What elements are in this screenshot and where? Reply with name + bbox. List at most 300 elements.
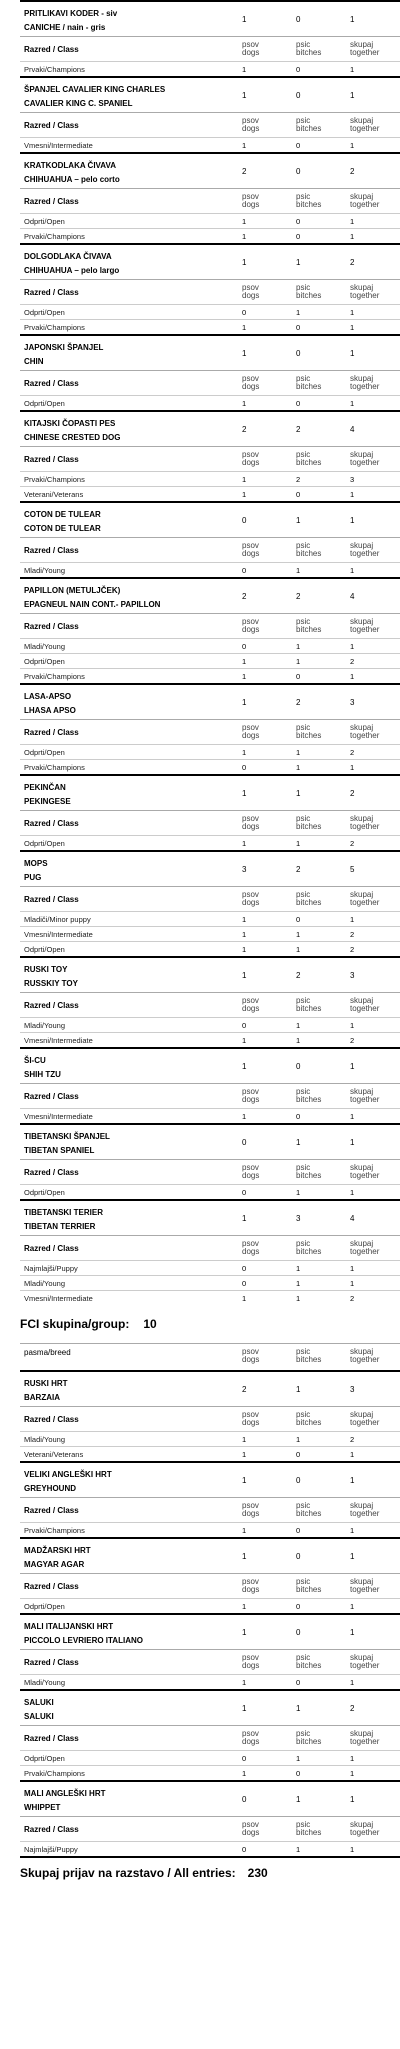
- breed-name-local: SALUKI: [24, 1698, 54, 1707]
- breed-name-english: PICCOLO LEVRIERO ITALIANO: [24, 1636, 143, 1645]
- breed-name: [24, 1787, 105, 1815]
- class-header-row: [20, 1497, 400, 1522]
- class-label: Veterani/Veterans: [24, 1450, 84, 1459]
- column-header-together: [350, 891, 379, 907]
- column-header-line1: skupaj: [350, 1239, 374, 1248]
- breed-name: [24, 1206, 103, 1234]
- class-label: Odprti/Open: [24, 1754, 65, 1763]
- breed-name: [24, 857, 48, 885]
- class-count-bitches: 1: [296, 1845, 301, 1854]
- breed-name-local: PRITLIKAVI KODER - siv: [24, 9, 118, 18]
- breed-name: [24, 417, 120, 445]
- class-row: [20, 61, 400, 76]
- column-header-line2: dogs: [242, 124, 260, 133]
- class-count-dogs: 0: [242, 1279, 247, 1288]
- breed-row: [20, 1539, 400, 1573]
- column-header-line2: dogs: [242, 382, 260, 391]
- column-header-line2: bitches: [296, 1828, 322, 1837]
- breed-name: [24, 781, 71, 809]
- breed-name-english: CAVALIER KING C. SPANIEL: [24, 99, 133, 108]
- breed-name: [24, 159, 120, 187]
- column-header-line1: skupaj: [350, 617, 374, 626]
- column-header-line2: together: [350, 822, 380, 831]
- column-header-line1: psov: [242, 1653, 259, 1662]
- column-header-line1: skupaj: [350, 40, 374, 49]
- column-header-line2: together: [350, 291, 380, 300]
- class-count-bitches: 1: [296, 1036, 301, 1045]
- breed-name: [24, 1130, 110, 1158]
- column-header-line2: bitches: [296, 382, 322, 391]
- class-count-together: 1: [350, 642, 355, 651]
- class-label: Mladi/Young: [24, 1678, 66, 1687]
- breed-total-bitches: 2: [296, 698, 301, 707]
- column-header-line1: skupaj: [350, 723, 374, 732]
- column-header-together: [350, 117, 379, 133]
- column-header-line2: bitches: [296, 822, 322, 831]
- breed-total-bitches: 0: [296, 1628, 301, 1637]
- column-header-line1: psic: [296, 890, 311, 899]
- column-header-line2: together: [350, 898, 380, 907]
- column-header-bitches: [296, 375, 321, 391]
- class-count-bitches: 0: [296, 672, 301, 681]
- breed-total-bitches: 2: [296, 971, 301, 980]
- class-header-row: [20, 719, 400, 744]
- column-header-line2: dogs: [242, 625, 260, 634]
- breed-total-dogs: 1: [242, 1214, 247, 1223]
- breed-total-dogs: 3: [242, 865, 247, 874]
- column-header-dogs: [242, 451, 259, 467]
- class-header-row: [20, 1725, 400, 1750]
- column-header-bitches: [296, 41, 321, 57]
- breed-block: [20, 76, 400, 152]
- class-count-bitches: 1: [296, 1188, 301, 1197]
- class-count-dogs: 1: [242, 1036, 247, 1045]
- breed-row: [20, 776, 400, 810]
- breed-row: [20, 685, 400, 719]
- class-count-together: 1: [350, 1264, 355, 1273]
- column-header-together: [350, 284, 379, 300]
- column-header-line1: skupaj: [350, 814, 374, 823]
- class-count-together: 1: [350, 232, 355, 241]
- column-header-dogs: [242, 1164, 259, 1180]
- breed-block: [20, 1047, 400, 1123]
- breed-total-together: 1: [350, 1138, 355, 1147]
- class-label: Mladi/Young: [24, 1279, 66, 1288]
- column-header-line2: dogs: [242, 1418, 260, 1427]
- breed-block: [20, 1461, 400, 1537]
- column-header-line2: together: [350, 549, 380, 558]
- column-header-together: [350, 815, 379, 831]
- column-header-line1: psic: [296, 814, 311, 823]
- class-count-bitches: 0: [296, 1112, 301, 1121]
- class-row: [20, 911, 400, 926]
- class-row: [20, 1108, 400, 1123]
- breed-total-bitches: 0: [296, 349, 301, 358]
- column-header-line2: together: [350, 1828, 380, 1837]
- breed-block: [20, 0, 400, 76]
- breed-row: [20, 1049, 400, 1083]
- column-header-line2: dogs: [242, 822, 260, 831]
- breed-total-together: 1: [350, 1552, 355, 1561]
- breed-row: [20, 852, 400, 886]
- class-count-together: 2: [350, 657, 355, 666]
- column-header-together: [350, 1578, 379, 1594]
- breed-name-english: TIBETAN TERRIER: [24, 1222, 96, 1231]
- class-header-label: Razred / Class: [24, 1734, 79, 1743]
- breed-name-local: COTON DE TULEAR: [24, 510, 101, 519]
- breed-name-english: MAGYAR AGAR: [24, 1560, 85, 1569]
- class-row: [20, 941, 400, 956]
- column-header-line2: bitches: [296, 1418, 322, 1427]
- column-header-dogs: [242, 1088, 259, 1104]
- class-header-label: Razred / Class: [24, 728, 79, 737]
- breed-name: [24, 7, 117, 35]
- column-header-line1: psic: [296, 1239, 311, 1248]
- breed-total-bitches: 1: [296, 1385, 301, 1394]
- column-header-line1: skupaj: [350, 450, 374, 459]
- class-row: [20, 562, 400, 577]
- class-header-label: Razred / Class: [24, 1092, 79, 1101]
- column-header-together: [350, 1730, 379, 1746]
- breed-block: [20, 1537, 400, 1613]
- breed-total-bitches: 1: [296, 789, 301, 798]
- class-header-label: Razred / Class: [24, 546, 79, 555]
- column-header-dogs: [242, 1502, 259, 1518]
- breed-total-together: 1: [350, 516, 355, 525]
- column-header-line1: psov: [242, 40, 259, 49]
- column-header-dogs: [242, 1348, 259, 1364]
- column-header-bitches: [296, 117, 321, 133]
- column-header-line1: skupaj: [350, 1347, 374, 1356]
- column-header-bitches: [296, 1240, 321, 1256]
- breed-block: [20, 1689, 400, 1780]
- column-header-bitches: [296, 618, 321, 634]
- column-header-line2: dogs: [242, 898, 260, 907]
- class-header-label: Razred / Class: [24, 1168, 79, 1177]
- column-header-dogs: [242, 41, 259, 57]
- column-header-line1: psic: [296, 1653, 311, 1662]
- class-count-bitches: 0: [296, 323, 301, 332]
- class-count-together: 1: [350, 1602, 355, 1611]
- column-header-line1: skupaj: [350, 1501, 374, 1510]
- class-count-bitches: 0: [296, 1450, 301, 1459]
- class-header-label: Razred / Class: [24, 121, 79, 130]
- breed-name-english: CHIN: [24, 357, 44, 366]
- column-header-dogs: [242, 1821, 259, 1837]
- class-count-bitches: 1: [296, 930, 301, 939]
- class-header-label: Razred / Class: [24, 622, 79, 631]
- column-header-line1: psic: [296, 116, 311, 125]
- column-header-line2: together: [350, 124, 380, 133]
- class-header-label: Razred / Class: [24, 895, 79, 904]
- breed-row: [20, 1615, 400, 1649]
- class-row: [20, 319, 400, 334]
- class-header-label: Razred / Class: [24, 1582, 79, 1591]
- class-count-bitches: 1: [296, 1021, 301, 1030]
- class-row: [20, 759, 400, 774]
- class-label: Vmesni/Intermediate: [24, 1112, 93, 1121]
- column-header-line2: bitches: [296, 625, 322, 634]
- breed-total-together: 3: [350, 1385, 355, 1394]
- column-header-line1: psov: [242, 541, 259, 550]
- breed-name: [24, 690, 76, 718]
- column-header-together: [350, 1164, 379, 1180]
- column-header-line2: bitches: [296, 48, 322, 57]
- breed-block: [20, 1780, 400, 1856]
- class-count-together: 1: [350, 672, 355, 681]
- breed-total-dogs: 2: [242, 425, 247, 434]
- column-header-line1: psic: [296, 283, 311, 292]
- column-header-line1: psic: [296, 1577, 311, 1586]
- breed-total-bitches: 0: [296, 1062, 301, 1071]
- class-label: Odprti/Open: [24, 748, 65, 757]
- column-header-bitches: [296, 1088, 321, 1104]
- class-label: Vmesni/Intermediate: [24, 930, 93, 939]
- class-count-bitches: 1: [296, 1435, 301, 1444]
- column-header-line1: psic: [296, 374, 311, 383]
- breed-name: [24, 341, 103, 369]
- class-row: [20, 213, 400, 228]
- class-count-together: 1: [350, 1526, 355, 1535]
- breed-row: [20, 1201, 400, 1235]
- entries-document: [20, 0, 400, 1892]
- breed-total-bitches: 2: [296, 865, 301, 874]
- breed-name: [24, 963, 78, 991]
- class-row: [20, 471, 400, 486]
- class-count-bitches: 0: [296, 1769, 301, 1778]
- class-count-together: 1: [350, 1678, 355, 1687]
- breed-block: [20, 1199, 400, 1305]
- breed-block: [20, 774, 400, 850]
- class-count-together: 1: [350, 1450, 355, 1459]
- column-header-line2: dogs: [242, 1661, 260, 1670]
- column-header-together: [350, 1654, 379, 1670]
- column-header-line2: dogs: [242, 458, 260, 467]
- column-header-line1: skupaj: [350, 374, 374, 383]
- class-count-dogs: 1: [242, 232, 247, 241]
- all-entries-label: Skupaj prijav na razstavo / All entries:: [20, 1866, 236, 1880]
- breed-total-together: 3: [350, 698, 355, 707]
- breed-name: [24, 584, 160, 612]
- column-header-line2: together: [350, 1095, 380, 1104]
- class-count-bitches: 1: [296, 1279, 301, 1288]
- breed-row: [20, 1782, 400, 1816]
- class-count-dogs: 1: [242, 839, 247, 848]
- class-count-bitches: 0: [296, 1678, 301, 1687]
- column-header-bitches: [296, 193, 321, 209]
- class-row: [20, 1750, 400, 1765]
- column-header-line2: together: [350, 1247, 380, 1256]
- column-header-line1: skupaj: [350, 890, 374, 899]
- breed-name-english: PUG: [24, 873, 42, 882]
- class-count-together: 1: [350, 323, 355, 332]
- column-header-line1: psov: [242, 890, 259, 899]
- column-header-dogs: [242, 1578, 259, 1594]
- class-header-label: Razred / Class: [24, 455, 79, 464]
- column-header-line1: psov: [242, 1347, 259, 1356]
- class-count-dogs: 1: [242, 1112, 247, 1121]
- column-header-together: [350, 1088, 379, 1104]
- class-count-dogs: 1: [242, 141, 247, 150]
- breed-name: [24, 1544, 91, 1572]
- column-header-line2: bitches: [296, 1509, 322, 1518]
- class-label: Odprti/Open: [24, 217, 65, 226]
- column-header-bitches: [296, 724, 321, 740]
- group-number: 10: [143, 1317, 157, 1331]
- breed-total-dogs: 1: [242, 1062, 247, 1071]
- class-count-bitches: 1: [296, 642, 301, 651]
- class-label: Prvaki/Champions: [24, 1769, 85, 1778]
- column-header-together: [350, 375, 379, 391]
- column-header-dogs: [242, 284, 259, 300]
- class-header-label: Razred / Class: [24, 1415, 79, 1424]
- class-label: Prvaki/Champions: [24, 1526, 85, 1535]
- class-count-dogs: 0: [242, 1845, 247, 1854]
- breed-total-bitches: 0: [296, 167, 301, 176]
- column-header-line1: psov: [242, 450, 259, 459]
- class-label: Najmlajši/Puppy: [24, 1264, 78, 1273]
- breed-total-bitches: 1: [296, 1138, 301, 1147]
- class-label: Odprti/Open: [24, 945, 65, 954]
- class-count-dogs: 1: [242, 1526, 247, 1535]
- column-header-line1: psov: [242, 1820, 259, 1829]
- class-count-bitches: 1: [296, 839, 301, 848]
- class-count-dogs: 1: [242, 915, 247, 924]
- class-count-bitches: 2: [296, 475, 301, 484]
- column-header-dogs: [242, 891, 259, 907]
- class-row: [20, 638, 400, 653]
- class-header-label: Razred / Class: [24, 45, 79, 54]
- class-label: Odprti/Open: [24, 399, 65, 408]
- class-label: Prvaki/Champions: [24, 763, 85, 772]
- column-header-line1: skupaj: [350, 1087, 374, 1096]
- column-header-bitches: [296, 1654, 321, 1670]
- class-count-bitches: 1: [296, 308, 301, 317]
- class-count-dogs: 0: [242, 1264, 247, 1273]
- column-header-line2: together: [350, 1355, 380, 1364]
- column-header-line1: psov: [242, 996, 259, 1005]
- breed-block: [20, 334, 400, 410]
- class-count-together: 1: [350, 399, 355, 408]
- column-header-line1: skupaj: [350, 996, 374, 1005]
- class-count-dogs: 0: [242, 1021, 247, 1030]
- class-count-bitches: 1: [296, 1264, 301, 1273]
- class-label: Prvaki/Champions: [24, 475, 85, 484]
- column-header-line2: together: [350, 731, 380, 740]
- class-header-label: Razred / Class: [24, 1506, 79, 1515]
- column-header-dogs: [242, 1730, 259, 1746]
- column-header-line2: bitches: [296, 1095, 322, 1104]
- breed-row: [20, 503, 400, 537]
- breed-name-english: RUSSKIY TOY: [24, 979, 78, 988]
- breed-name: [24, 1054, 61, 1082]
- breed-total-dogs: 1: [242, 258, 247, 267]
- breed-block: [20, 1370, 400, 1461]
- class-header-row: [20, 446, 400, 471]
- column-header-line2: dogs: [242, 200, 260, 209]
- column-header-line2: together: [350, 1171, 380, 1180]
- column-header-line2: together: [350, 48, 380, 57]
- class-count-together: 1: [350, 566, 355, 575]
- breed-name-local: LASA-APSO: [24, 692, 72, 701]
- column-header-bitches: [296, 815, 321, 831]
- column-header-together: [350, 1502, 379, 1518]
- class-header-row: [20, 36, 400, 61]
- breed-name-english: TIBETAN SPANIEL: [24, 1146, 95, 1155]
- column-header-line1: psov: [242, 374, 259, 383]
- breed-total-together: 1: [350, 1628, 355, 1637]
- column-header-line1: skupaj: [350, 1729, 374, 1738]
- column-header-line2: bitches: [296, 124, 322, 133]
- class-label: Vmesni/Intermediate: [24, 1036, 93, 1045]
- class-header-row: [20, 1406, 400, 1431]
- breed-total-dogs: 1: [242, 698, 247, 707]
- column-header-line2: together: [350, 625, 380, 634]
- breed-name-local: KITAJSKI ČOPASTI PES: [24, 419, 116, 428]
- column-header-bitches: [296, 451, 321, 467]
- column-header-line2: dogs: [242, 731, 260, 740]
- breed-row: [20, 78, 400, 112]
- column-header-line1: skupaj: [350, 541, 374, 550]
- class-row: [20, 1522, 400, 1537]
- breed-row: [20, 1691, 400, 1725]
- breed-block: [20, 243, 400, 334]
- breed-total-together: 3: [350, 971, 355, 980]
- column-header-bitches: [296, 284, 321, 300]
- breed-total-together: 4: [350, 592, 355, 601]
- breed-name-local: PEKINČAN: [24, 783, 66, 792]
- class-count-bitches: 0: [296, 399, 301, 408]
- breed-total-dogs: 1: [242, 349, 247, 358]
- class-header-label: Razred / Class: [24, 379, 79, 388]
- class-count-together: 2: [350, 839, 355, 848]
- breed-row: [20, 958, 400, 992]
- all-entries-value: 230: [247, 1866, 268, 1880]
- column-header-line2: bitches: [296, 731, 322, 740]
- breed-total-together: 5: [350, 865, 355, 874]
- class-count-together: 1: [350, 490, 355, 499]
- column-header-line2: together: [350, 382, 380, 391]
- column-header-bitches: [296, 1411, 321, 1427]
- class-label: Mladiči/Minor puppy: [24, 915, 91, 924]
- class-count-together: 1: [350, 1112, 355, 1121]
- column-header-line1: psic: [296, 1501, 311, 1510]
- class-header-label: Razred / Class: [24, 819, 79, 828]
- column-header-line1: psov: [242, 1163, 259, 1172]
- column-header-line2: together: [350, 458, 380, 467]
- column-header-line2: bitches: [296, 1585, 322, 1594]
- column-header-line2: together: [350, 200, 380, 209]
- class-count-bitches: 1: [296, 657, 301, 666]
- class-row: [20, 1598, 400, 1613]
- class-row: [20, 395, 400, 410]
- breed-name-local: PAPILLON (METULJČEK): [24, 586, 121, 595]
- class-header-row: [20, 1573, 400, 1598]
- column-header-line2: bitches: [296, 1171, 322, 1180]
- column-header-together: [350, 41, 379, 57]
- class-header-row: [20, 112, 400, 137]
- breed-block: [20, 410, 400, 501]
- class-count-together: 1: [350, 763, 355, 772]
- breed-name-english: PEKINGESE: [24, 797, 71, 806]
- class-count-dogs: 0: [242, 642, 247, 651]
- breed-total-together: 1: [350, 349, 355, 358]
- breed-row: [20, 1125, 400, 1159]
- breed-header-label: pasma/breed: [24, 1348, 71, 1357]
- class-label: Odprti/Open: [24, 1188, 65, 1197]
- breed-block: [20, 1613, 400, 1689]
- class-header-row: [20, 1159, 400, 1184]
